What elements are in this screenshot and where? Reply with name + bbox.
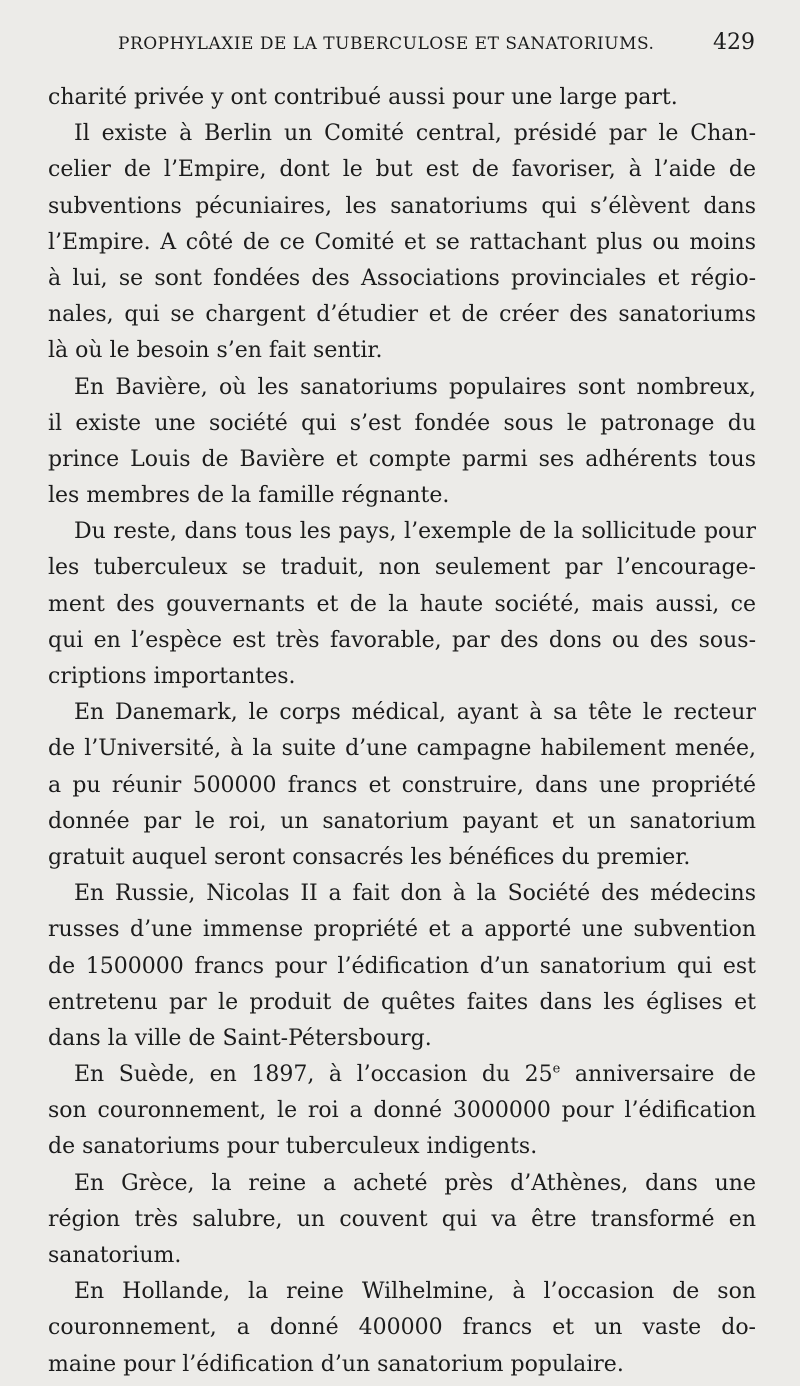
text-line: Du reste, dans tous les pays, l’exemple de la sollicitude pour [74,519,756,545]
text-line: dans la ville de Saint-Pétersbourg. [48,1025,432,1051]
text-line: a pu réunir 500000 francs et construire, dans une propriété [48,772,756,798]
text-fragment: En Suède, en 1897, à l’occasion du 25 [74,1062,553,1088]
page-number: 429 [713,30,755,55]
text-line: prince Louis de Bavière et compte parmi ses adhérents tous [48,446,756,472]
text-line: qui en l’espèce est très favorable, par des dons ou des sous- [48,627,756,653]
text-line: sanatorium. [48,1243,182,1268]
text-line: entretenu par le produit de quêtes faites dans les églises et [48,989,756,1015]
page-header [0,30,800,68]
text-line: de 1500000 francs pour l’édification d’un sanatorium qui est [48,953,756,979]
text-line: En Grèce, la reine a acheté près d’Athènes, dans une [74,1170,756,1196]
text-line: nales, qui se chargent d’étudier et de créer des sanatoriums [48,302,756,328]
text-line: de l’Université, à la suite d’une campagne habilement menée, [48,736,756,762]
text-line: son couronnement, le roi a donné 3000000 pour l’édification [48,1098,756,1124]
text-line: ment des gouvernants et de la haute société, mais aussi, ce [48,591,756,617]
text-line: En Bavière, où les sanatoriums populaires sont nombreux, [74,374,756,400]
text-line: les tuberculeux se traduit, non seulement par l’encourage- [48,555,756,581]
text-line: couronnement, a donné 400000 francs et un vaste do- [48,1315,756,1341]
text-line: En Hollande, la reine Wilhelmine, à l’occasion de son [74,1279,756,1305]
superscript: e [552,1061,561,1077]
running-title: PROPHYLAXIE DE LA TUBERCULOSE ET SANATORIUMS. [118,34,655,54]
text-line: il existe une société qui s’est fondée sous le patronage du [48,410,756,436]
text-line: maine pour l’édification d’un sanatorium populaire. [48,1351,624,1377]
text-line-sweden [48,1057,756,1093]
text-line: En Russie, Nicolas II a fait don à la Société des médecins [74,881,756,907]
text-line: les membres de la famille régnante. [48,483,450,509]
text-line: donnée par le roi, un sanatorium payant et un sanatorium [48,808,756,834]
text-line: russes d’une immense propriété et a apporté une subvention [48,917,756,943]
text-line: Il existe à Berlin un Comité central, présidé par le Chan- [74,121,756,147]
text-line: là où le besoin s’en fait sentir. [48,338,383,364]
text-line: criptions importantes. [48,664,296,689]
text-line: de sanatoriums pour tuberculeux indigents. [48,1134,538,1160]
text-line: En Danemark, le corps médical, ayant à sa tête le recteur [74,700,756,726]
text-line: subventions pécuniaires, les sanatoriums qui s’élèvent dans [48,193,756,219]
text-line: l’Empire. A côté de ce Comité et se rattachant plus ou moins [48,229,756,255]
text-line: région très salubre, un couvent qui va être transformé en [48,1206,756,1232]
text-fragment: anniversaire de [560,1062,756,1088]
text-line: gratuit auquel seront consacrés les bénéfices du premier. [48,844,691,870]
body-text [48,80,756,1383]
text-line: à lui, se sont fondées des Associations provinciales et régio- [48,265,756,291]
text-line: charité privée y ont contribué aussi pour une large part. [48,85,678,110]
text-line: celier de l’Empire, dont le but est de favoriser, à l’aide de [48,157,756,183]
